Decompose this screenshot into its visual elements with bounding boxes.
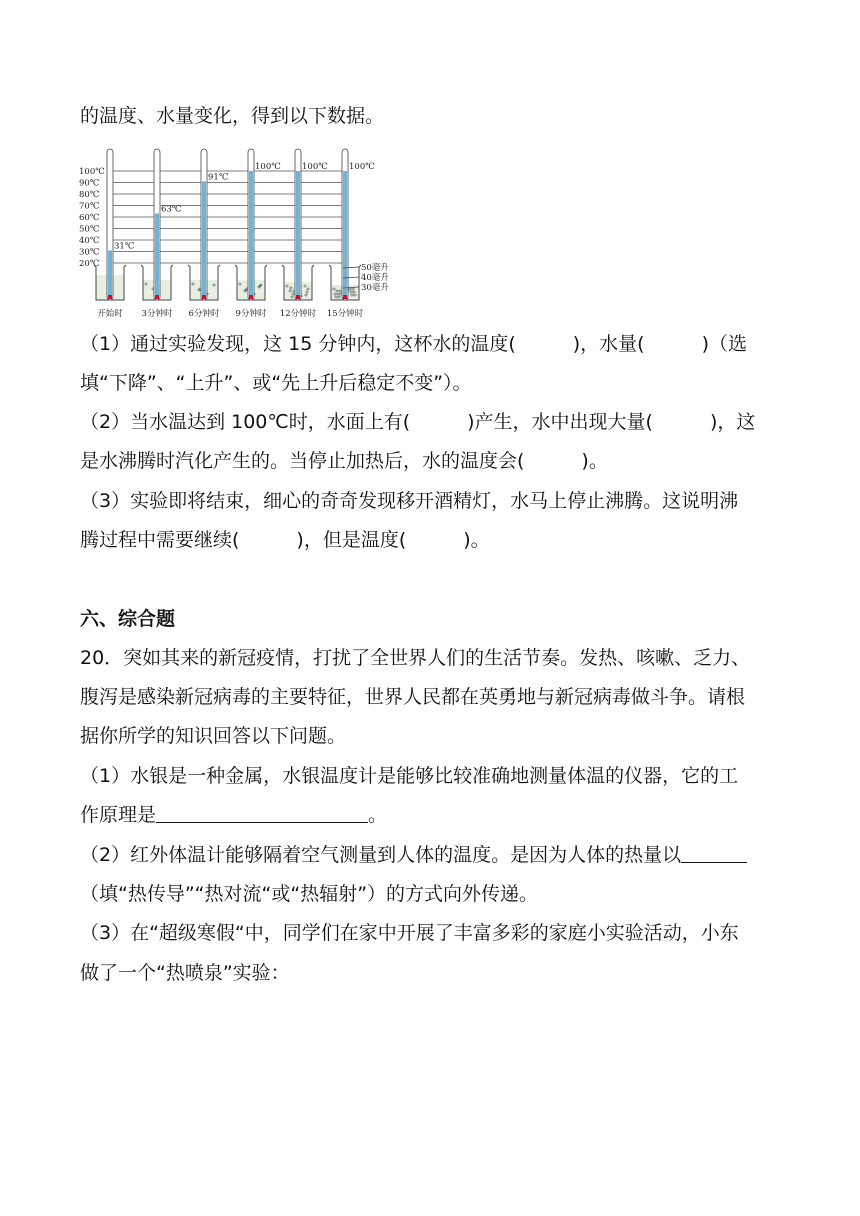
q2-line2: 是水沸腾时汽化产生的。当停止加热后，水的温度会( )。	[80, 450, 608, 472]
thermometer-bulb	[343, 295, 347, 299]
thermometer-bulb	[108, 295, 112, 299]
q3-line2: 腾过程中需要继续( )，但是温度( )。	[80, 529, 490, 551]
thermometer-bulb	[155, 295, 159, 299]
scale-label: 60℃	[79, 213, 100, 223]
thermometer-bulb	[202, 295, 206, 299]
temperature-reading: 31℃	[114, 241, 135, 252]
liquid-column	[249, 171, 253, 298]
time-label: 12分钟时	[279, 309, 317, 319]
liquid-column	[296, 171, 300, 298]
thermometer-unit	[327, 149, 375, 319]
temperature-gridlines	[108, 171, 346, 263]
q20-s1-line2	[80, 802, 387, 828]
q3-line1: （3）实验即将结束，细心的奇奇发现移开酒精灯，水马上停止沸腾。这说明沸	[80, 490, 739, 512]
scale-label: 80℃	[79, 190, 100, 200]
thermometer-bulb	[249, 295, 253, 299]
thermometer-unit	[280, 149, 328, 319]
thermometer-unit	[188, 149, 228, 319]
temperature-reading: 63℃	[161, 204, 182, 215]
temperature-reading: 91℃	[208, 172, 229, 183]
thermometer-bulb	[296, 295, 300, 299]
s2-prefix: （2）红外体温计能够隔着空气测量到人体的温度。是因为人体的热量以	[80, 844, 682, 866]
scale-label: 50℃	[79, 224, 100, 235]
q20-line3: 据你所学的知识回答以下问题。	[80, 725, 347, 747]
scale-label: 20℃	[79, 259, 100, 269]
time-label: 9分钟时	[235, 309, 267, 319]
q20-line1: 20．突如其来的新冠疫情，打扰了全世界人们的生活节奏。发热、咳嗽、乏力、	[80, 647, 751, 669]
scale-label: 90℃	[79, 178, 100, 189]
liquid-column	[108, 250, 112, 298]
q20-s3-line1: （3）在“超级寒假“中，同学们在家中开展了丰富多彩的家庭小实验活动，小东	[80, 922, 739, 944]
section-title: 六、综合题	[80, 608, 176, 630]
temperature-reading: 100℃	[349, 162, 375, 172]
time-label: 15分钟时	[326, 309, 364, 319]
q20-s1-line1: （1）水银是一种金属，水银温度计是能够比较准确地测量体温的仪器，它的工	[80, 765, 739, 787]
s1-prefix: 作原理是	[80, 804, 157, 826]
thermometer-unit	[141, 149, 181, 319]
scale-label: 70℃	[79, 201, 100, 212]
q20-s2-line1	[80, 842, 747, 868]
s1-suffix: 。	[368, 804, 388, 826]
volume-label: 50毫升	[361, 263, 389, 273]
time-label: 开始时	[97, 309, 123, 319]
liquid-column	[155, 214, 159, 298]
thermometer-experiment-figure	[78, 140, 408, 320]
time-label: 3分钟时	[141, 309, 173, 319]
scale-label: 100℃	[79, 167, 105, 177]
q1-line1: （1）通过实验发现，这 15 分钟内，这杯水的温度( )，水量( )（选	[80, 333, 747, 355]
temperature-reading: 100℃	[302, 162, 328, 172]
liquid-column	[202, 181, 206, 298]
time-label: 6分钟时	[188, 309, 220, 319]
answer-blank-2[interactable]	[681, 842, 747, 863]
thermometer-units	[94, 149, 375, 319]
q20-s2-line2: （填“热传导”“热对流“或“热辐射”）的方式向外传递。	[80, 883, 539, 905]
answer-blank-1[interactable]	[156, 802, 368, 823]
temperature-scale-labels	[79, 167, 105, 269]
q20-s3-line2: 做了一个“热喷泉”实验：	[80, 962, 290, 984]
q2-line1: （2）当水温达到 100℃时，水面上有( )产生，水中出现大量( )，这	[80, 411, 756, 433]
thermometer-unit	[235, 149, 281, 319]
intro-line: 的温度、水量变化，得到以下数据。	[80, 105, 385, 127]
volume-label: 30毫升	[361, 283, 389, 293]
scale-label: 40℃	[79, 236, 100, 246]
liquid-column	[343, 171, 347, 298]
q20-line2: 腹泻是感染新冠病毒的主要特征，世界人民都在英勇地与新冠病毒做斗争。请根	[80, 686, 746, 708]
q1-line2: 填“下降”、“上升”、或“先上升后稳定不变”）。	[80, 372, 472, 394]
temperature-reading: 100℃	[255, 162, 281, 172]
scale-label: 30℃	[79, 247, 100, 258]
volume-label: 40毫升	[361, 273, 389, 283]
